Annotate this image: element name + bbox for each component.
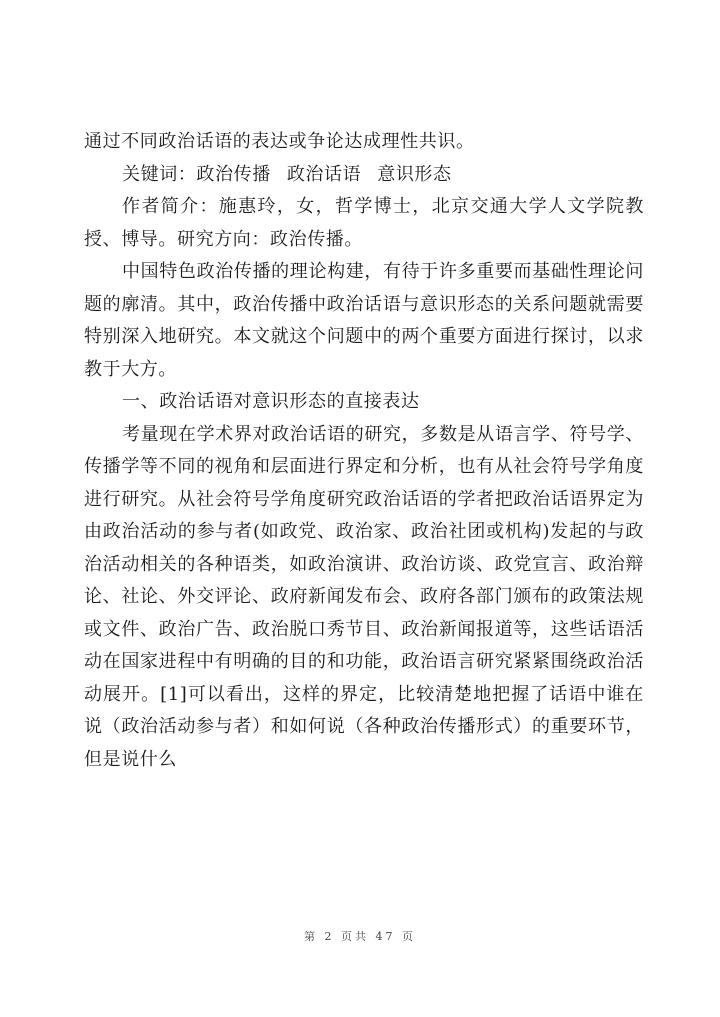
intro-paragraph: 中国特色政治传播的理论构建，有待于许多重要而基础性理论问题的廓清。其中，政治传播中政治话语与意识形态的关系问题就需要特别深入地研究。本文就这个问题中的两个重要方面进行探讨，以求教于大方。 [84,261,644,380]
footer-middle: 页共 [341,930,369,943]
keyword: 意识形态 [377,163,452,185]
keyword: 政治传播 [196,163,271,185]
footer-total-pages: 47 [375,930,396,943]
author-bio-paragraph: 作者简介：施惠玲，女，哲学博士，北京交通大学人文学院教授、博导。研究方向：政治传播。 [84,196,644,250]
body-paragraph: 考量现在学术界对政治话语的研究，多数是从语言学、符号学、传播学等不同的视角和层面进行界定和分析，也有从社会符号学角度进行研究。从社会符号学角度研究政治话语的学者把政治话语界定为由政治活动的参与者(如政党、政治家、政治社团或机构)发起的与政治活动相关的各种语类，如政治演讲、政治访谈、政党宣言、政治辩论、社论、外交评论、政府新闻发布会、政府各部门颁布的政策法规或文件、政治广告、政治脱口秀节目、政治新闻报道等，这些话语活动在国家进程中有明确的目的和功能，政治语言研究紧紧围绕政治活动展开。[1]可以看出，这样的界定，比较清楚地把握了话语中谁在说（政治活动参与者）和如何说（各种政治传播形式）的重要环节，但是说什么 [84,423,644,770]
page-footer [0,928,720,944]
keywords-paragraph [84,159,644,192]
keyword: 政治话语 [286,163,362,185]
footer-prefix: 第 [304,930,318,943]
body-text [84,126,644,776]
footer-page-number: 2 [324,930,335,943]
keywords-label: 关键词： [122,163,197,185]
paragraph-continuation: 通过不同政治话语的表达或争论达成理性共识。 [84,131,475,152]
section-heading: 一、政治话语对意识形态的直接表达 [122,391,420,412]
footer-suffix: 页 [402,930,416,943]
